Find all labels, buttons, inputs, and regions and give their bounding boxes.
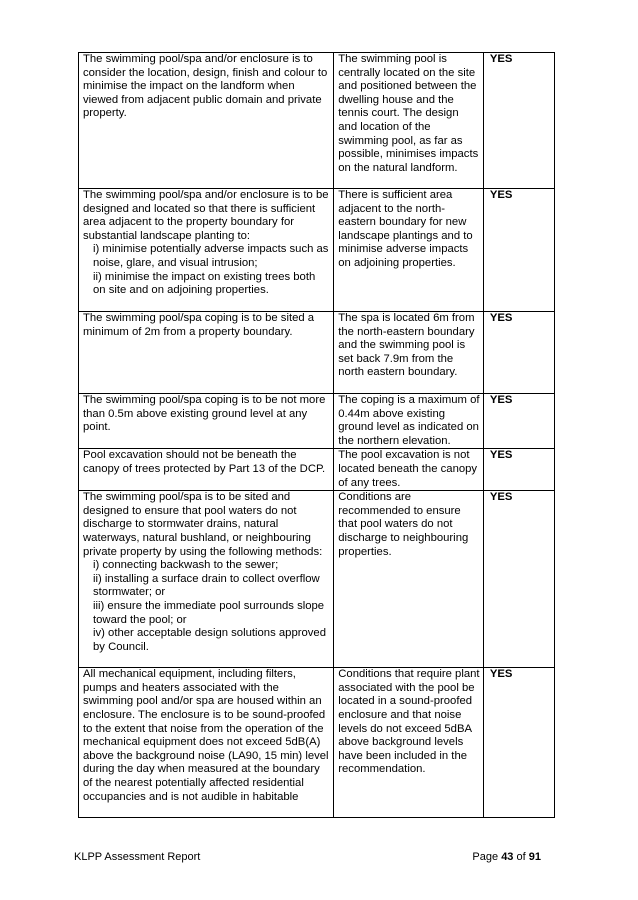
table-row <box>79 491 555 668</box>
page-of: of <box>516 851 526 863</box>
table-row <box>79 189 555 312</box>
requirement-item: i) minimise potentially adverse impacts such as noise, glare, and visual intrusion; <box>93 243 329 269</box>
requirement-item: ii) minimise the impact on existing trees both on site and on adjoining properties. <box>93 270 316 297</box>
compliance-answer: YES <box>483 394 554 449</box>
table-row <box>79 394 555 449</box>
comment-cell: Conditions are recommended to ensure that pool waters do not discharge to neighbouring properties. <box>334 491 484 668</box>
requirement-cell: The swimming pool/spa and/or enclosure is to be designed and located so that there is sufficient area adjacent to the property boundary for substantial landscape planting to: i) minimise potentially adverse impacts such as noise, glare, and visual intrusion; ii) minimise the impact on existing trees both on site and on adjoining properties. <box>79 189 334 312</box>
compliance-answer: YES <box>483 491 554 668</box>
requirement-cell: The swimming pool/spa is to be sited and designed to ensure that pool waters do not discharge to stormwater drains, natural waterways, natural bushland, or neighbouring private property by using the following methods: i) connecting backwash to the sewer; ii) installing a surface drain to collect overflow stormwater; or iii) ensure the immediate pool surrounds slope toward the pool; or iv) other acceptable design solutions approved by Council. <box>79 491 334 668</box>
page-number <box>472 851 541 864</box>
requirement-cell: The swimming pool/spa and/or enclosure is to consider the location, design, finish and colour to minimise the impact on the landform when viewed from adjacent public domain and private property. <box>79 53 334 189</box>
compliance-answer: YES <box>483 449 554 491</box>
compliance-answer: YES <box>483 53 554 189</box>
requirement-cell: The swimming pool/spa coping is to be not more than 0.5m above existing ground level at any point. <box>79 394 334 449</box>
compliance-answer: YES <box>483 189 554 312</box>
table-row <box>79 53 555 189</box>
comment-cell: There is sufficient area adjacent to the north-eastern boundary for new landscape plantings and to minimise adverse impacts on adjoining properties. <box>334 189 484 312</box>
page-current: 43 <box>501 851 514 863</box>
page-total: 91 <box>528 851 541 863</box>
comment-cell: Conditions that require plant associated with the pool be located in a sound-proofed enclosure and that noise levels do not exceed 5dBA above background levels have been included in the recommendation. <box>334 668 484 818</box>
requirement-cell: All mechanical equipment, including filters, pumps and heaters associated with the swimming pool and/or spa are housed within an enclosure. The enclosure is to be sound-proofed to the extent that noise from the operation of the mechanical equipment does not exceed 5dB(A) above the background noise (LA90, 15 min) level during the day when measured at the boundary of the nearest potentially affected residential occupancies and is not audible in habitable <box>79 668 334 818</box>
comment-cell: The spa is located 6m from the north-eastern boundary and the swimming pool is set back 7.9m from the north eastern boundary. <box>334 312 484 394</box>
table-row <box>79 312 555 394</box>
requirement-item: i) connecting backwash to the sewer; <box>93 559 279 572</box>
compliance-table <box>78 52 555 818</box>
requirement-item: iv) other acceptable design solutions approved by Council. <box>93 627 326 653</box>
comment-cell: The coping is a maximum of 0.44m above existing ground level as indicated on the northern elevation. <box>334 394 484 449</box>
comment-cell: The pool excavation is not located beneath the canopy of any trees. <box>334 449 484 491</box>
requirement-item: iii) ensure the immediate pool surrounds slope toward the pool; or <box>93 599 325 626</box>
table-row <box>79 449 555 491</box>
requirement-item: ii) installing a surface drain to collect overflow stormwater; or <box>93 572 320 599</box>
requirement-cell: The swimming pool/spa coping is to be sited a minimum of 2m from a property boundary. <box>79 312 334 394</box>
compliance-answer: YES <box>483 668 554 818</box>
page-word: Page <box>472 851 499 863</box>
comment-cell: The swimming pool is centrally located on the site and positioned between the dwelling house and the tennis court. The design and location of the swimming pool, as far as possible, minimises impacts on the natural landform. <box>334 53 484 189</box>
report-title: KLPP Assessment Report <box>74 851 201 863</box>
requirement-cell: Pool excavation should not be beneath the canopy of trees protected by Part 13 of the DCP. <box>79 449 334 491</box>
compliance-answer: YES <box>483 312 554 394</box>
table-row <box>79 668 555 818</box>
